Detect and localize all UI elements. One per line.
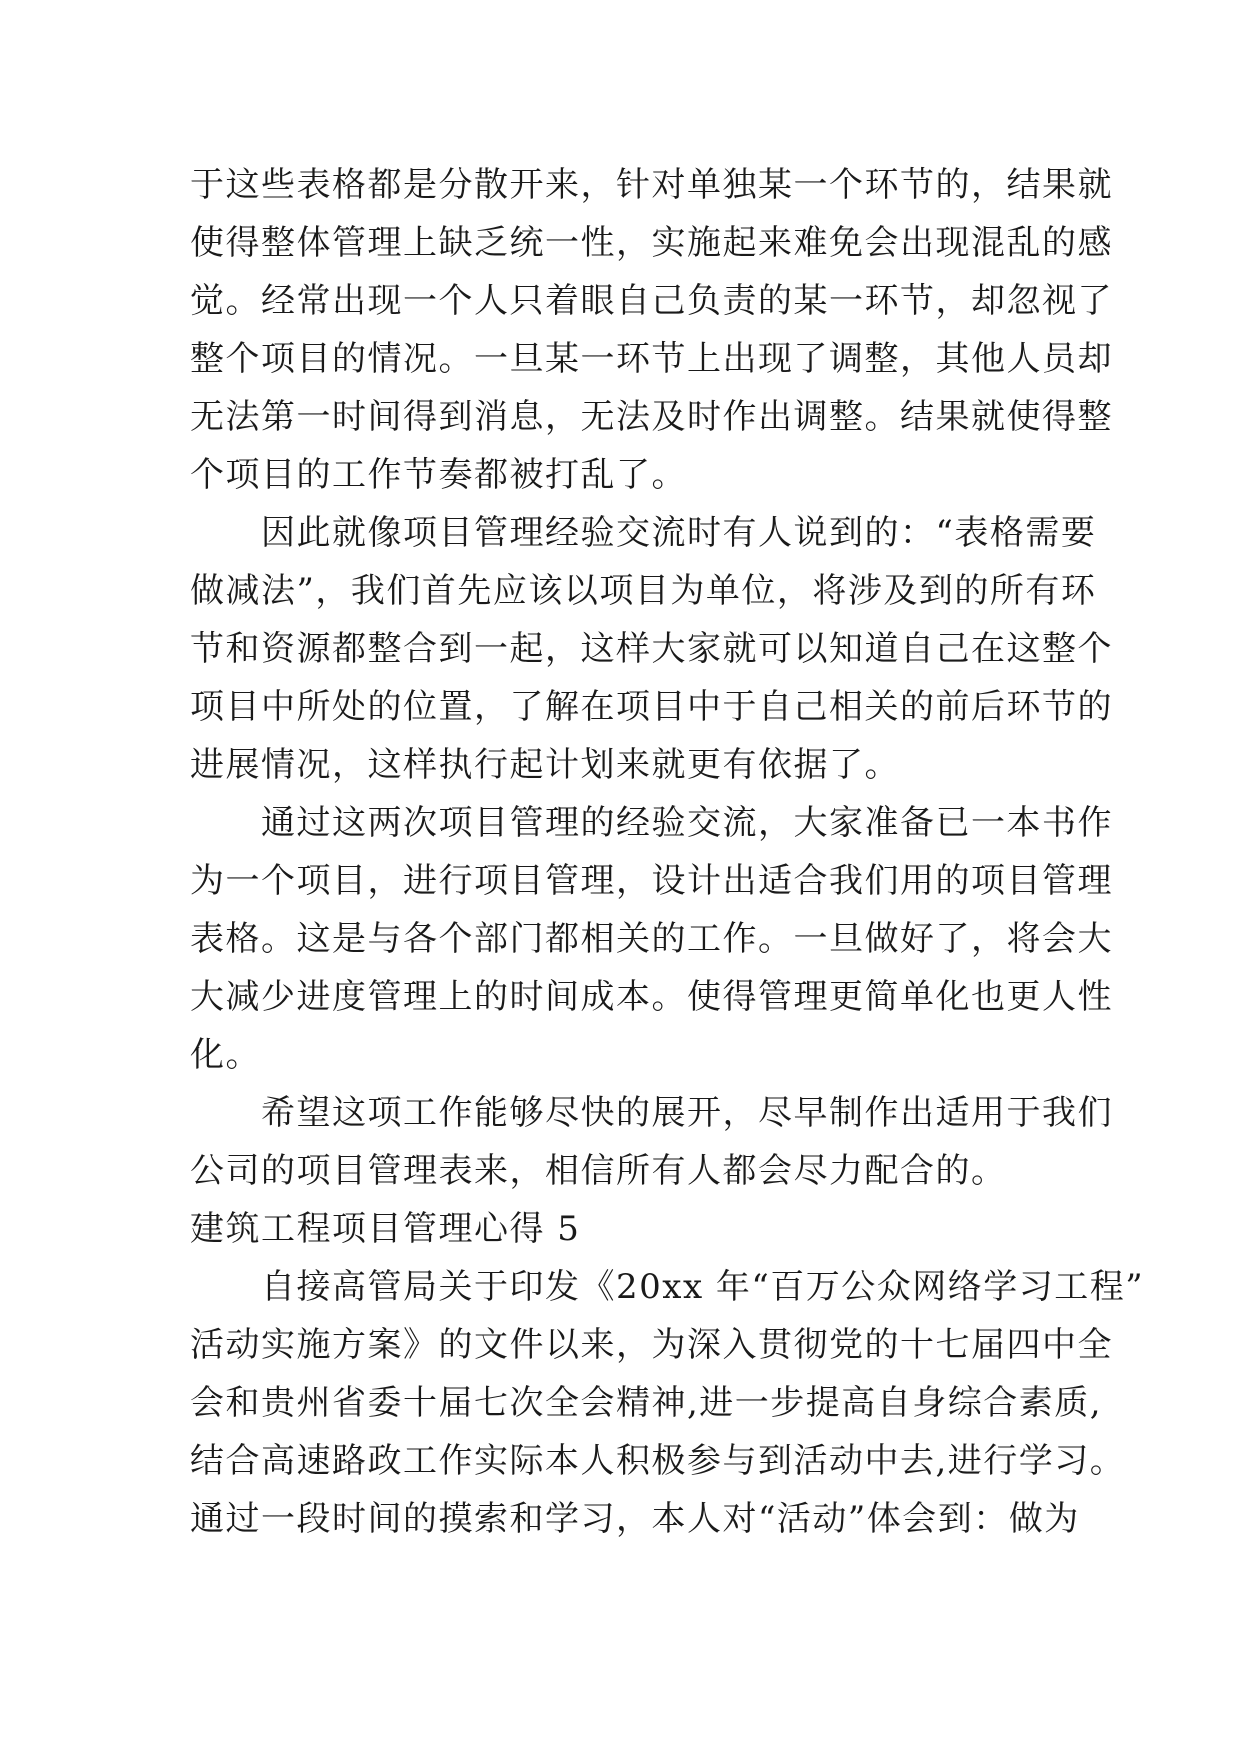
body-text-line: 公司的项目管理表来，相信所有人都会尽力配合的。 xyxy=(190,1151,1007,1191)
body-text-line: 个项目的工作节奏都被打乱了。 xyxy=(190,455,687,495)
body-text-line: 节和资源都整合到一起，这样大家就可以知道自己在这整个 xyxy=(190,629,1113,669)
body-text-line: 大减少进度管理上的时间成本。使得管理更简单化也更人性 xyxy=(190,977,1113,1017)
body-text-line: 希望这项工作能够尽快的展开，尽早制作出适用于我们 xyxy=(190,1093,1113,1133)
body-text-line: 通过这两次项目管理的经验交流，大家准备已一本书作 xyxy=(190,803,1113,843)
body-text-line: 活动实施方案》的文件以来，为深入贯彻党的十七届四中全 xyxy=(190,1325,1113,1365)
body-text-line: 进展情况，这样执行起计划来就更有依据了。 xyxy=(190,745,900,785)
body-text-line: 结合高速路政工作实际本人积极参与到活动中去,进行学习。 xyxy=(190,1441,1126,1481)
body-text-line: 做减法”，我们首先应该以项目为单位，将涉及到的所有环 xyxy=(190,571,1097,611)
body-text-line: 项目中所处的位置，了解在项目中于自己相关的前后环节的 xyxy=(190,687,1113,727)
body-text-line: 无法第一时间得到消息，无法及时作出调整。结果就使得整 xyxy=(190,397,1113,437)
section-heading: 建筑工程项目管理心得 5 xyxy=(190,1209,581,1249)
body-text-line: 化。 xyxy=(190,1035,261,1075)
body-text-line: 因此就像项目管理经验交流时有人说到的：“表格需要 xyxy=(190,513,1097,553)
body-text-line: 通过一段时间的摸索和学习，本人对“活动”体会到：做为 xyxy=(190,1499,1080,1539)
body-text-line: 会和贵州省委十届七次全会精神,进一步提高自身综合素质, xyxy=(190,1383,1103,1423)
body-text-line: 自接高管局关于印发《20xx 年“百万公众网络学习工程” xyxy=(190,1267,1145,1307)
body-text-line: 为一个项目，进行项目管理，设计出适合我们用的项目管理 xyxy=(190,861,1113,901)
body-text-line: 使得整体管理上缺乏统一性，实施起来难免会出现混乱的感 xyxy=(190,223,1113,263)
body-text-line: 表格。这是与各个部门都相关的工作。一旦做好了，将会大 xyxy=(190,919,1113,959)
body-text-line: 于这些表格都是分散开来，针对单独某一个环节的，结果就 xyxy=(190,165,1113,205)
body-text-line: 整个项目的情况。一旦某一环节上出现了调整，其他人员却 xyxy=(190,339,1113,379)
body-text-line: 觉。经常出现一个人只着眼自己负责的某一环节，却忽视了 xyxy=(190,281,1113,321)
